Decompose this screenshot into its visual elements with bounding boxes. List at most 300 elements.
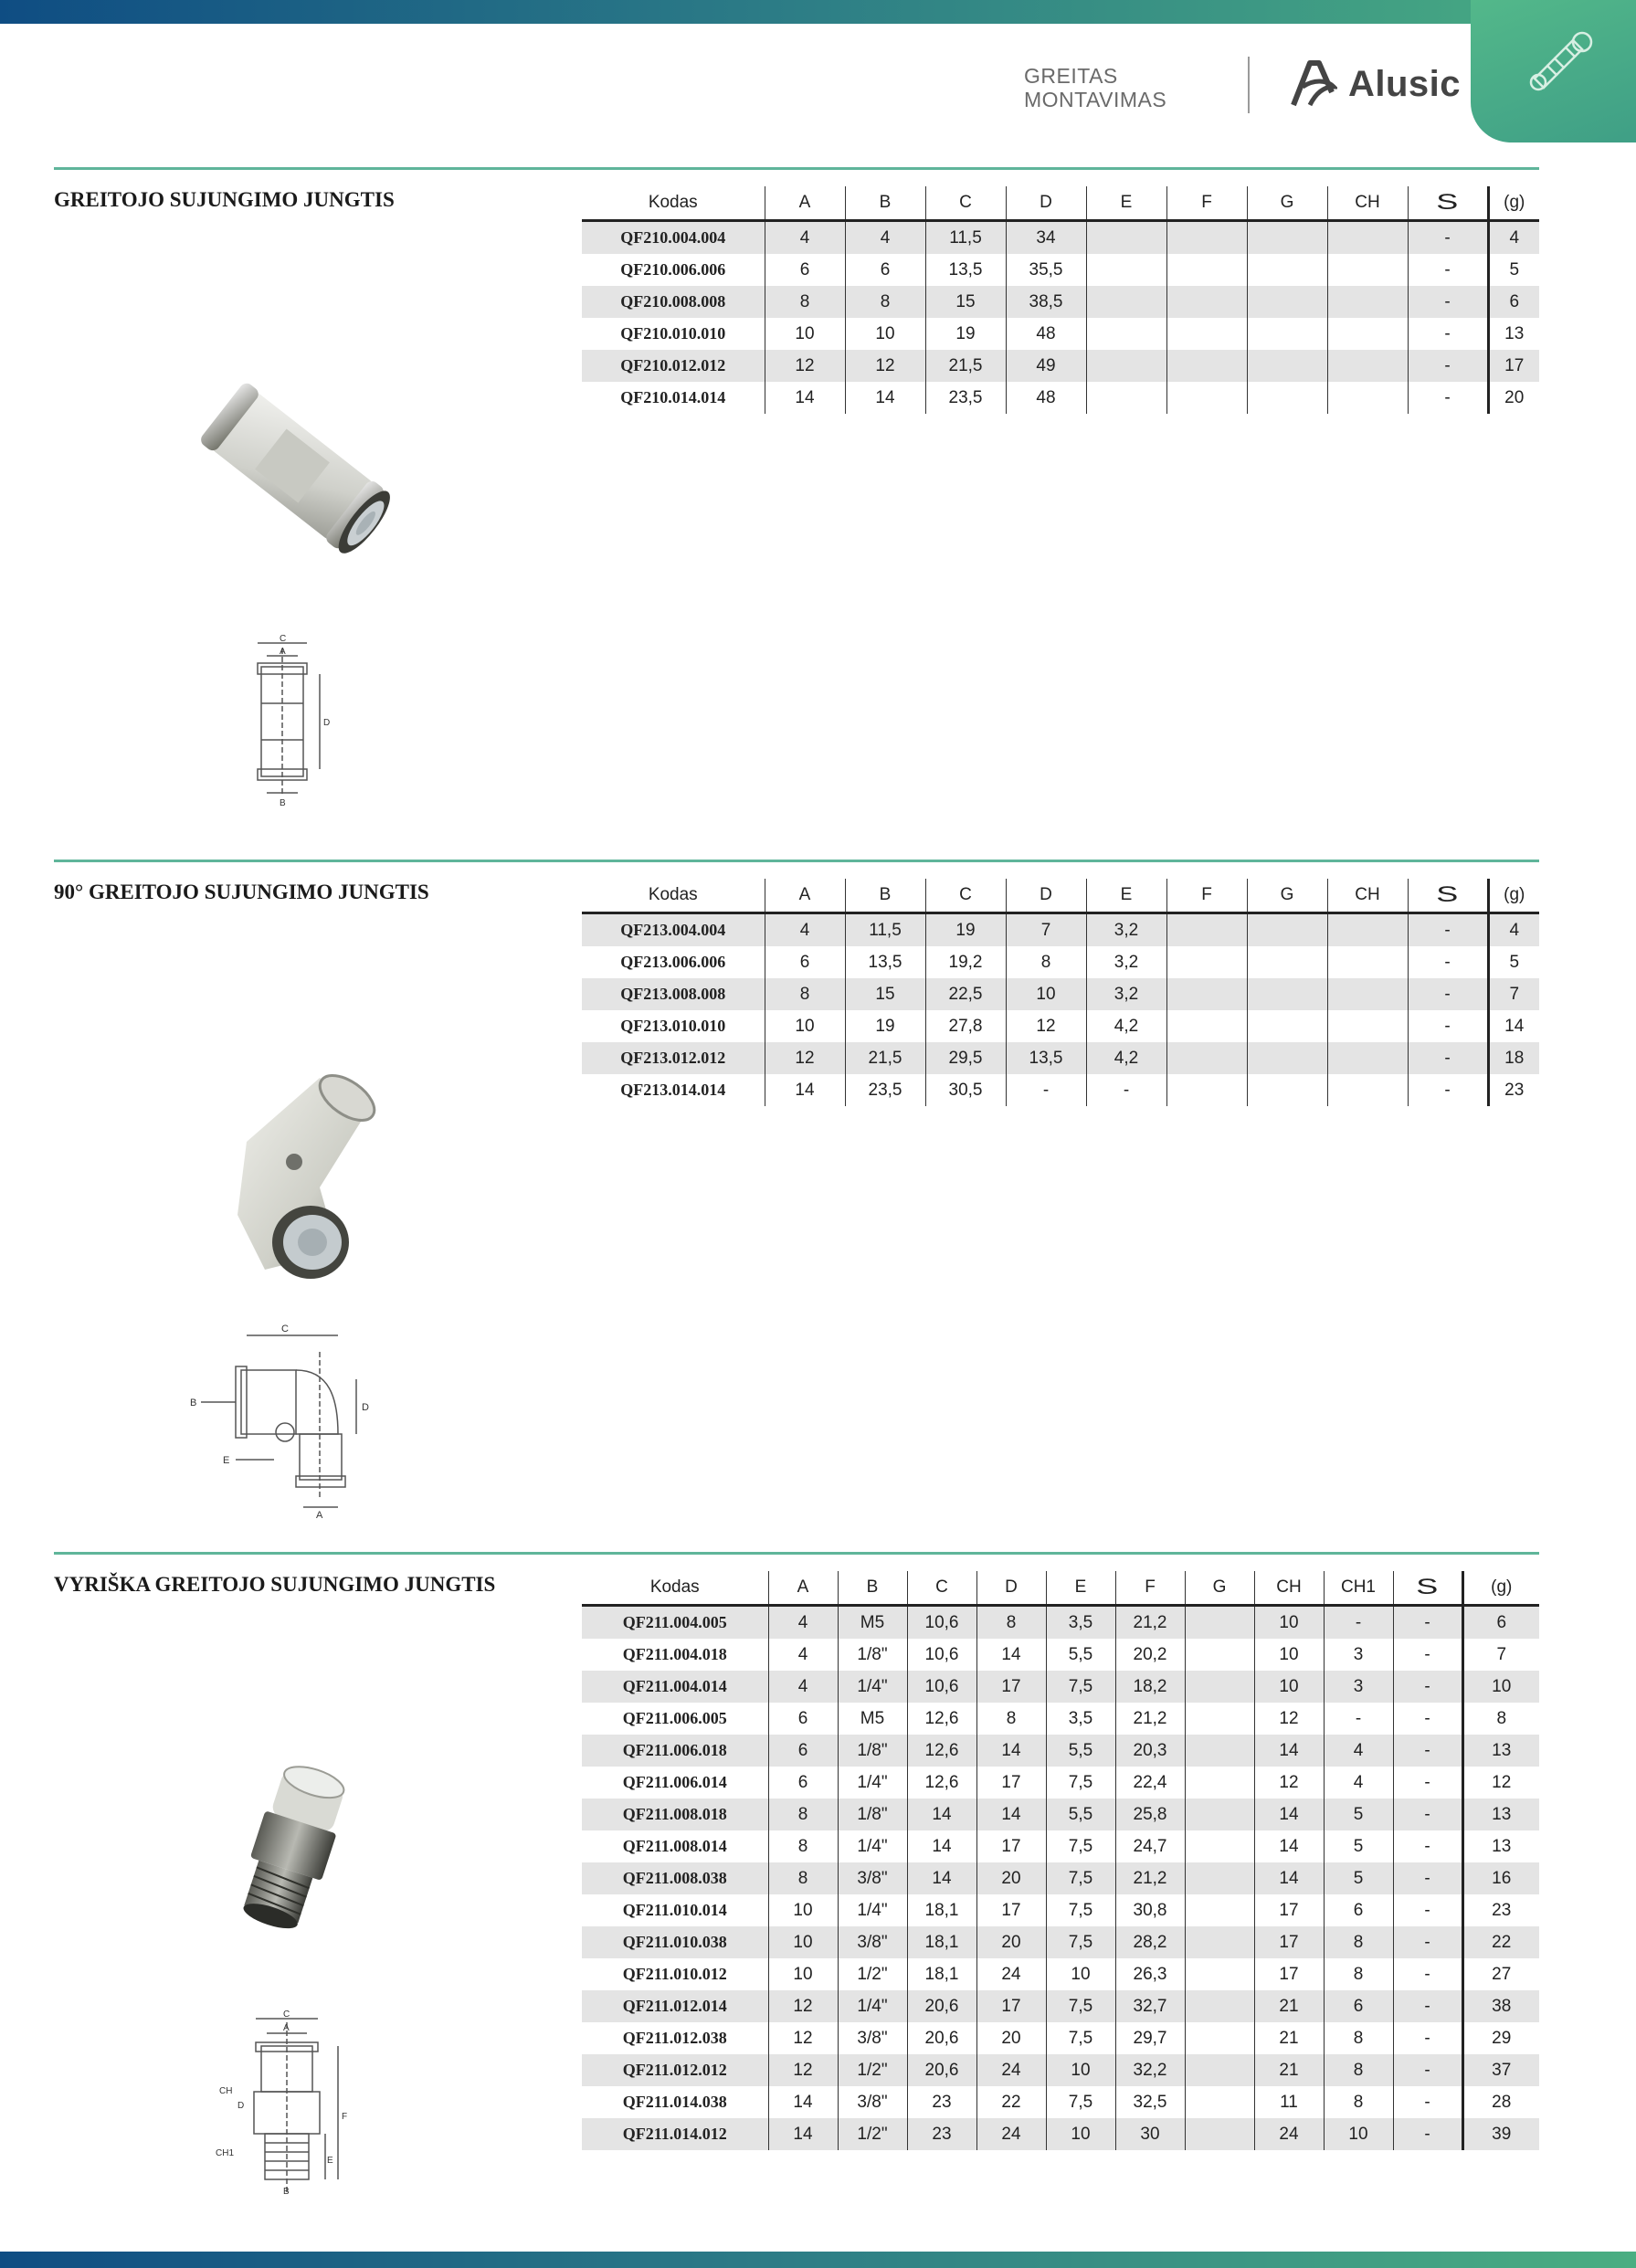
male-straight-fitting-photo <box>215 1758 379 1941</box>
table-cell: 22 <box>976 2086 1046 2118</box>
table-row <box>582 1862 1539 1894</box>
table-cell: - <box>1393 1958 1462 1990</box>
table-row <box>582 1010 1539 1042</box>
table-cell: 20 <box>976 1926 1046 1958</box>
table-cell <box>1327 913 1408 947</box>
section-title-3: VYRIŠKA GREITOJO SUJUNGIMO JUNGTIS <box>54 1573 496 1596</box>
column-header: G <box>1185 1571 1254 1606</box>
fitting-outline-icon <box>1525 26 1599 99</box>
table-cell <box>1327 946 1408 978</box>
table-row <box>582 1042 1539 1074</box>
table-cell <box>1185 1862 1254 1894</box>
table-cell: 20 <box>976 2022 1046 2054</box>
brand-logo <box>1290 57 1461 111</box>
table-row <box>582 1767 1539 1799</box>
table-header-row <box>582 186 1539 221</box>
drawing-label-c: C <box>280 634 287 644</box>
column-header: E <box>1086 879 1166 913</box>
table-cell: 19,2 <box>925 946 1006 978</box>
table-cell: 14 <box>845 382 925 414</box>
column-header: C <box>925 186 1006 221</box>
table-cell: 22,4 <box>1115 1767 1185 1799</box>
column-header: (g) <box>1462 1571 1539 1606</box>
table-cell: 29,7 <box>1115 2022 1185 2054</box>
table-cell: 21,2 <box>1115 1703 1185 1735</box>
table-cell: 8 <box>1324 2054 1393 2086</box>
table-cell: 32,7 <box>1115 1990 1185 2022</box>
table-cell: 16 <box>1462 1862 1539 1894</box>
table-row <box>582 1830 1539 1862</box>
table-cell <box>1327 318 1408 350</box>
table-cell: 14 <box>907 1830 976 1862</box>
product-code: QF210.006.006 <box>620 260 726 279</box>
table-cell: 3/8" <box>838 2086 907 2118</box>
product-code: QF210.010.010 <box>620 324 726 343</box>
table-cell: 49 <box>1006 350 1086 382</box>
table-cell: 12,6 <box>907 1735 976 1767</box>
table-cell: 14 <box>1254 1862 1324 1894</box>
table-row <box>582 318 1539 350</box>
table-cell: 13 <box>1462 1799 1539 1830</box>
table-cell: 5,5 <box>1046 1799 1115 1830</box>
table-row <box>582 1671 1539 1703</box>
table-cell: 21 <box>1254 1990 1324 2022</box>
table-row <box>582 2054 1539 2086</box>
table-cell <box>1247 1074 1327 1106</box>
table-cell: 20 <box>976 1862 1046 1894</box>
table-cell: 48 <box>1006 318 1086 350</box>
table-cell: 10 <box>1046 2118 1115 2150</box>
table-cell: - <box>1393 2022 1462 2054</box>
column-header: F <box>1166 879 1247 913</box>
product-code: QF210.014.014 <box>620 388 726 406</box>
table-cell: 17 <box>1254 1958 1324 1990</box>
table-cell: 7 <box>1462 1639 1539 1671</box>
table-cell: 39 <box>1462 2118 1539 2150</box>
table-cell: 14 <box>1488 1010 1539 1042</box>
product-code: QF211.014.038 <box>622 2093 727 2111</box>
table-cell: 17 <box>976 1894 1046 1926</box>
table-cell: 4 <box>765 913 845 947</box>
elbow-union-technical-drawing <box>183 1315 411 1521</box>
table-cell: 22 <box>1462 1926 1539 1958</box>
section-rule-1 <box>54 167 1539 170</box>
table-cell <box>1166 1074 1247 1106</box>
table-cell: 5 <box>1324 1862 1393 1894</box>
table-cell: - <box>1393 1735 1462 1767</box>
table-cell <box>1166 1010 1247 1042</box>
column-header: B <box>845 186 925 221</box>
table-cell: 17 <box>1254 1926 1324 1958</box>
table-cell: 12 <box>765 350 845 382</box>
table-cell: 10 <box>768 1894 838 1926</box>
table-cell: 28,2 <box>1115 1926 1185 1958</box>
table-cell: - <box>1324 1703 1393 1735</box>
table-cell: 10 <box>1006 978 1086 1010</box>
column-header: G <box>1247 879 1327 913</box>
table-cell: - <box>1324 1606 1393 1640</box>
alusic-logo-icon <box>1290 59 1337 109</box>
table-cell: 10,6 <box>907 1639 976 1671</box>
table-cell: 8 <box>768 1799 838 1830</box>
table-cell: 18,2 <box>1115 1671 1185 1703</box>
table-cell: - <box>1393 1799 1462 1830</box>
table-cell: 8 <box>1324 1926 1393 1958</box>
table-row <box>582 1606 1539 1640</box>
table-cell: 12 <box>768 1990 838 2022</box>
table-cell: 10 <box>1046 2054 1115 2086</box>
table-cell <box>1086 286 1166 318</box>
table-cell <box>1185 2118 1254 2150</box>
table-cell: 1/4" <box>838 1767 907 1799</box>
table-cell: 24 <box>976 2054 1046 2086</box>
table-cell: 24 <box>976 2118 1046 2150</box>
table-row <box>582 1958 1539 1990</box>
table-cell: 1/4" <box>838 1830 907 1862</box>
table-cell: 30,8 <box>1115 1894 1185 1926</box>
table-cell <box>1166 221 1247 255</box>
table-cell: - <box>1393 1606 1462 1640</box>
drawing-label-a: A <box>283 2023 290 2033</box>
column-header: C <box>907 1571 976 1606</box>
table-row <box>582 2086 1539 2118</box>
table-cell: 3,2 <box>1086 978 1166 1010</box>
table-cell: 20,6 <box>907 2022 976 2054</box>
drawing-label-e: E <box>223 1455 230 1466</box>
product-code: QF210.012.012 <box>582 350 765 382</box>
table-cell: - <box>1408 1042 1488 1074</box>
table-cell: 23 <box>1488 1074 1539 1106</box>
table-cell: 48 <box>1006 382 1086 414</box>
table-cell: 13 <box>1462 1735 1539 1767</box>
table-cell <box>1247 221 1327 255</box>
table-cell <box>1185 1735 1254 1767</box>
table-cell <box>1247 350 1327 382</box>
table-cell: 6 <box>768 1703 838 1735</box>
elbow-union-fitting-photo <box>210 1060 393 1288</box>
table-cell <box>1327 350 1408 382</box>
product-code: QF213.004.004 <box>582 913 765 947</box>
table-row <box>582 1926 1539 1958</box>
table-cell: 35,5 <box>1006 254 1086 286</box>
table-cell: 10 <box>765 318 845 350</box>
table-cell: 10 <box>1324 2118 1393 2150</box>
table-cell: 8 <box>1324 1958 1393 1990</box>
column-header: G <box>1247 186 1327 221</box>
table-cell: 1/2" <box>838 1958 907 1990</box>
column-header: E <box>1046 1571 1115 1606</box>
table-cell <box>1185 1767 1254 1799</box>
table-cell: 4 <box>845 221 925 255</box>
table-cell: 4,2 <box>1086 1042 1166 1074</box>
product-code: QF210.004.004 <box>582 221 765 255</box>
table-cell: 3,5 <box>1046 1606 1115 1640</box>
table-cell: 12,6 <box>907 1767 976 1799</box>
table-row <box>582 254 1539 286</box>
table-cell <box>1185 2086 1254 2118</box>
table-cell: 20 <box>1488 382 1539 414</box>
table-cell <box>1247 254 1327 286</box>
table-cell: 20,6 <box>907 2054 976 2086</box>
table-cell <box>1327 1074 1408 1106</box>
product-code: QF211.008.038 <box>582 1862 768 1894</box>
table-cell: 23 <box>1462 1894 1539 1926</box>
drawing-label-e: E <box>327 2156 333 2166</box>
table-header-row <box>582 879 1539 913</box>
table-cell: 7,5 <box>1046 1767 1115 1799</box>
column-header: A <box>765 879 845 913</box>
bottom-gradient-bar <box>0 2252 1636 2268</box>
table-cell: 3,2 <box>1086 913 1166 947</box>
table-cell: 4 <box>768 1639 838 1671</box>
table-cell: 19 <box>925 318 1006 350</box>
table-cell: 24,7 <box>1115 1830 1185 1862</box>
table-cell: - <box>1408 978 1488 1010</box>
table-cell: 1/2" <box>838 2118 907 2150</box>
table-cell: 5,5 <box>1046 1735 1115 1767</box>
table-cell: - <box>1393 2054 1462 2086</box>
product-code: QF211.004.005 <box>582 1606 768 1640</box>
table-cell: 14 <box>976 1735 1046 1767</box>
table-cell: 4 <box>1488 221 1539 255</box>
table-cell: 7,5 <box>1046 1894 1115 1926</box>
straight-union-technical-drawing <box>247 630 347 813</box>
table-cell: 14 <box>768 2118 838 2150</box>
section-rule-2 <box>54 860 1539 862</box>
table-cell: 23 <box>907 2086 976 2118</box>
table-cell: - <box>1393 2118 1462 2150</box>
table-row <box>582 1703 1539 1735</box>
column-header: Kodas <box>582 186 765 221</box>
table-cell <box>1185 1703 1254 1735</box>
table-cell: 18,1 <box>907 1926 976 1958</box>
product-code: QF213.014.014 <box>620 1081 726 1099</box>
column-header: D <box>1006 879 1086 913</box>
table-cell: 14 <box>765 382 845 414</box>
table-cell: 24 <box>976 1958 1046 1990</box>
product-code: QF211.010.038 <box>582 1926 768 1958</box>
table-cell: 5,5 <box>1046 1639 1115 1671</box>
table-cell: 24 <box>1254 2118 1324 2150</box>
table-cell: M5 <box>838 1606 907 1640</box>
table-row <box>582 1639 1539 1671</box>
table-cell: 18,1 <box>907 1958 976 1990</box>
section-title-2: 90° GREITOJO SUJUNGIMO JUNGTIS <box>54 881 429 903</box>
table-cell: 30 <box>1115 2118 1185 2150</box>
table-cell: 4 <box>768 1606 838 1640</box>
table-cell: 17 <box>976 1990 1046 2022</box>
table-cell: 10 <box>845 318 925 350</box>
drawing-label-b: B <box>190 1398 197 1408</box>
table-cell <box>1185 2022 1254 2054</box>
table-cell: 7,5 <box>1046 1990 1115 2022</box>
table-cell: 21,5 <box>925 350 1006 382</box>
table-cell: 7,5 <box>1046 1862 1115 1894</box>
product-code: QF211.008.018 <box>582 1799 768 1830</box>
table-cell <box>1086 318 1166 350</box>
table-cell <box>1166 913 1247 947</box>
table-cell: 1/4" <box>838 1671 907 1703</box>
table-cell: 1/8" <box>838 1639 907 1671</box>
table-cell <box>1185 1799 1254 1830</box>
product-code: QF211.006.005 <box>622 1709 727 1727</box>
table-cell: 27 <box>1462 1958 1539 1990</box>
table-cell: 30,5 <box>925 1074 1006 1106</box>
table-cell: - <box>1408 1010 1488 1042</box>
table-cell: 12 <box>765 1042 845 1074</box>
table-cell: 27,8 <box>925 1010 1006 1042</box>
table-cell <box>1327 978 1408 1010</box>
table-cell <box>1166 946 1247 978</box>
table-cell: 7,5 <box>1046 2022 1115 2054</box>
table-cell <box>1086 350 1166 382</box>
table-row <box>582 913 1539 947</box>
table-cell <box>1185 1990 1254 2022</box>
table-cell: 15 <box>925 286 1006 318</box>
table-cell: 26,3 <box>1115 1958 1185 1990</box>
table-cell: 23 <box>907 2118 976 2150</box>
table-row <box>582 1735 1539 1767</box>
table-cell: - <box>1006 1074 1086 1106</box>
table-cell: 38 <box>1462 1990 1539 2022</box>
male-straight-technical-drawing <box>210 2010 384 2201</box>
table-cell: 14 <box>1254 1735 1324 1767</box>
drawing-label-b: B <box>283 2187 290 2197</box>
table-cell: - <box>1408 254 1488 286</box>
product-code: QF213.008.008 <box>582 978 765 1010</box>
table-cell: 8 <box>765 286 845 318</box>
table-cell: 17 <box>1254 1894 1324 1926</box>
table-cell: 6 <box>1488 286 1539 318</box>
table-cell: 6 <box>765 254 845 286</box>
table-cell: 14 <box>907 1799 976 1830</box>
table-cell <box>1166 286 1247 318</box>
product-code: QF213.012.012 <box>582 1042 765 1074</box>
table-cell: 10,6 <box>907 1671 976 1703</box>
table-cell: 15 <box>845 978 925 1010</box>
table-row <box>582 1074 1539 1106</box>
table-cell: 5 <box>1488 946 1539 978</box>
table-cell: 14 <box>1254 1799 1324 1830</box>
table-cell: 10 <box>1462 1671 1539 1703</box>
table-cell: 10 <box>1254 1671 1324 1703</box>
drawing-label-d: D <box>323 718 331 728</box>
column-header: Kodas <box>582 1571 768 1606</box>
table-cell: - <box>1086 1074 1166 1106</box>
product-code: QF213.010.010 <box>620 1017 726 1035</box>
table-cell <box>1185 1894 1254 1926</box>
table-cell: - <box>1408 1074 1488 1106</box>
table-cell: 11,5 <box>925 221 1006 255</box>
column-header: CH <box>1254 1571 1324 1606</box>
drawing-label-f: F <box>342 2112 348 2122</box>
table-cell: 8 <box>1006 946 1086 978</box>
table-cell <box>1247 913 1327 947</box>
table-cell: 6 <box>1324 1894 1393 1926</box>
table-cell: 10,6 <box>907 1606 976 1640</box>
table-row <box>582 1894 1539 1926</box>
table-cell: - <box>1408 318 1488 350</box>
table-cell: 8 <box>976 1606 1046 1640</box>
drawing-label-c: C <box>283 2010 290 2020</box>
table-cell <box>1166 382 1247 414</box>
table-cell: 34 <box>1006 221 1086 255</box>
spec-table-2 <box>582 879 1539 1106</box>
table-cell: 6 <box>845 254 925 286</box>
table-cell: 14 <box>768 2086 838 2118</box>
table-cell <box>1086 254 1166 286</box>
table-cell: 32,2 <box>1115 2054 1185 2086</box>
table-cell: 17 <box>976 1830 1046 1862</box>
table-cell: 32,5 <box>1115 2086 1185 2118</box>
table-cell: - <box>1393 1990 1462 2022</box>
table-cell: 20,3 <box>1115 1735 1185 1767</box>
table-cell: 23,5 <box>845 1074 925 1106</box>
table-cell: 20,2 <box>1115 1639 1185 1671</box>
table-cell <box>1086 382 1166 414</box>
table-cell <box>1247 1042 1327 1074</box>
table-cell: 8 <box>768 1862 838 1894</box>
section-rule-3 <box>54 1552 1539 1555</box>
table-cell <box>1327 1010 1408 1042</box>
column-header: C <box>925 879 1006 913</box>
table-cell: 29 <box>1462 2022 1539 2054</box>
table-cell: 5 <box>1488 254 1539 286</box>
table-cell: 8 <box>765 978 845 1010</box>
table-cell: 4,2 <box>1086 1010 1166 1042</box>
table-cell: 14 <box>976 1799 1046 1830</box>
table-cell: 13 <box>1488 318 1539 350</box>
table-row <box>582 221 1539 255</box>
table-row <box>582 946 1539 978</box>
table-cell: 4 <box>1324 1735 1393 1767</box>
column-header: (g) <box>1488 879 1539 913</box>
table-cell <box>1166 978 1247 1010</box>
category-line-1: GREITAS <box>1024 64 1118 88</box>
table-cell: 12 <box>1462 1767 1539 1799</box>
column-header: CH <box>1327 879 1408 913</box>
table-cell: 3,5 <box>1046 1703 1115 1735</box>
table-row <box>582 2118 1539 2150</box>
column-header: B <box>845 879 925 913</box>
column-header: F <box>1166 186 1247 221</box>
table-cell: 37 <box>1462 2054 1539 2086</box>
table-cell <box>1247 382 1327 414</box>
drawing-label-a: A <box>280 647 286 657</box>
table-cell <box>1185 1671 1254 1703</box>
table-cell: 10 <box>1254 1639 1324 1671</box>
table-cell: 13 <box>1462 1830 1539 1862</box>
spec-table-1 <box>582 186 1539 414</box>
table-cell: 6 <box>768 1735 838 1767</box>
table-cell: 17 <box>976 1767 1046 1799</box>
table-cell: 1/4" <box>838 1894 907 1926</box>
product-code: QF211.012.012 <box>582 2054 768 2086</box>
table-cell <box>1327 254 1408 286</box>
table-cell: 12 <box>768 2022 838 2054</box>
table-cell: 25,8 <box>1115 1799 1185 1830</box>
table-cell <box>1185 1606 1254 1640</box>
table-cell: - <box>1408 350 1488 382</box>
table-cell: 29,5 <box>925 1042 1006 1074</box>
table-cell <box>1247 1010 1327 1042</box>
top-gradient-bar <box>0 0 1636 24</box>
table-cell <box>1327 221 1408 255</box>
drawing-label-d: D <box>362 1402 369 1413</box>
column-header: D <box>976 1571 1046 1606</box>
product-code: QF210.008.008 <box>582 286 765 318</box>
table-cell: 7,5 <box>1046 1830 1115 1862</box>
